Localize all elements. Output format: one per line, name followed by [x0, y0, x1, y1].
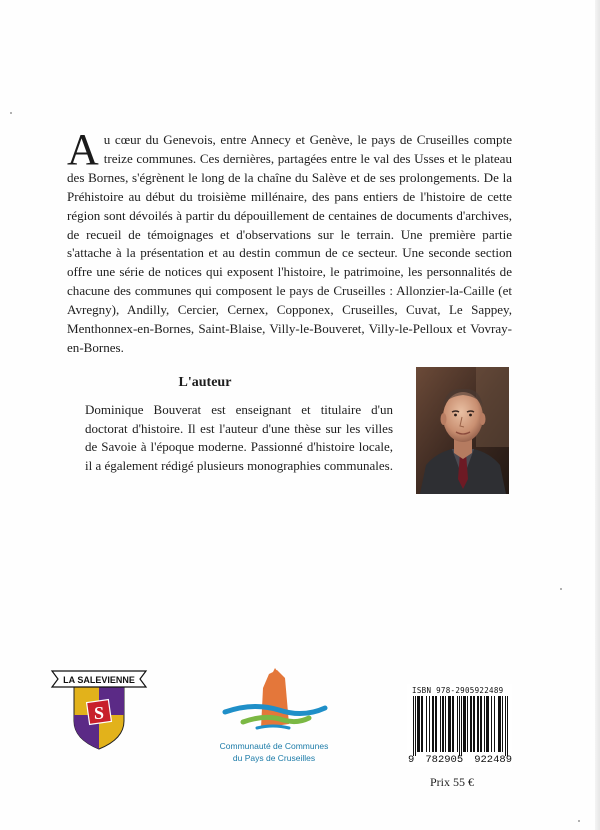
cc-logo-caption — [200, 740, 348, 764]
barcode-bar — [453, 696, 454, 752]
barcode-bar — [464, 696, 465, 752]
barcode-bar — [426, 696, 427, 752]
barcode-bar — [459, 696, 460, 756]
barcode-bar — [500, 696, 501, 752]
barcode-bar — [449, 696, 450, 752]
barcode-bar — [450, 696, 451, 752]
cc-caption-line1: Communauté de Communes — [219, 741, 329, 751]
la-salevienne-logo — [48, 667, 150, 753]
barcode-bar — [465, 696, 466, 752]
barcode-bar — [499, 696, 500, 752]
barcode-bar — [440, 696, 441, 752]
ean-digits — [408, 754, 512, 766]
author-photo — [416, 367, 509, 494]
barcode-bar — [491, 696, 492, 752]
barcode-bar — [488, 696, 489, 752]
barcode-bar — [448, 696, 449, 752]
barcode-bar — [457, 696, 458, 752]
barcode-bar — [494, 696, 495, 752]
barcode-bar — [498, 696, 499, 752]
ean-right-group: 922489 — [474, 754, 512, 766]
barcode-bar — [421, 696, 422, 752]
barcode-bar — [452, 696, 453, 752]
barcode-bar — [470, 696, 471, 752]
author-bio: Dominique Bouverat est enseignant et titulaire d'un doctorat d'histoire. Il est l'auteur d'une thèse sur les villes de Savoie à l'époque moderne. Passionné d'histoire locale, il a également rédigé plusieurs monographies communales. — [85, 402, 393, 473]
barcode-bar — [477, 696, 478, 752]
barcode-bar — [474, 696, 475, 752]
barcode-bar — [443, 696, 444, 752]
barcode-bar — [463, 696, 464, 752]
barcode-bar — [473, 696, 474, 752]
barcode-bar — [507, 696, 508, 756]
barcode-bar — [471, 696, 472, 752]
barcode-bar — [481, 696, 482, 752]
page-edge — [595, 0, 600, 830]
barcode-bar — [419, 696, 420, 752]
author-portrait-icon — [416, 367, 509, 494]
barcode-bar — [432, 696, 433, 752]
barcode-bar — [435, 696, 436, 752]
drop-cap: A — [67, 125, 99, 174]
shield-letter: S — [93, 703, 105, 723]
barcode-bar — [445, 696, 446, 752]
salevienne-banner-text: LA SALEVIENNE — [63, 675, 135, 685]
ean-first-digit: 9 — [408, 754, 415, 766]
barcode-bar — [461, 696, 462, 756]
barcode-bar — [484, 696, 485, 752]
barcode-bar — [502, 696, 503, 752]
ean-left-group: 782905 — [425, 754, 464, 766]
barcode-bar — [433, 696, 434, 752]
barcode-bar — [505, 696, 506, 756]
author-heading: L'auteur — [178, 375, 232, 390]
barcode-bar — [480, 696, 481, 752]
barcode-bar — [413, 696, 414, 756]
barcode-bar — [417, 696, 418, 752]
price-label: Prix 55 € — [430, 775, 475, 789]
barcode-bar — [436, 696, 437, 752]
salevienne-shield-icon — [48, 667, 150, 753]
barcode-bar — [415, 696, 416, 756]
barcode-bar — [478, 696, 479, 752]
barcode-bar — [429, 696, 430, 752]
barcode-bar — [487, 696, 488, 752]
barcode-bar — [422, 696, 423, 752]
intro-paragraph — [67, 125, 512, 358]
cc-caption-line2: du Pays de Cruseilles — [232, 753, 316, 763]
isbn-label: ISBN 978-2905922489 — [412, 686, 504, 695]
intro-text: u cœur du Genevois, entre Annecy et Genève, le pays de Cruseilles compte treize communes. Ces dernières, partagées entre le val des Usses et le plateau des Bornes, s'égrènent le long de la chaîne du Salève et de ses prolongements. De la Préhistoire au début du troisième millénaire, des pans entiers de l'histoire de cette région sont dévoilés à partir du dépouillement de centaines de documents d'archives, de recueil de témoignages et d'observations sur le terrain. Une première partie s'attache à la présentation et au destin commun de ce secteur. Une seconde section offre une série de notices qui exposent l'histoire, le patrimoine, les personnalités de chacune des communes qui composent le pays de Cruseilles : Allonzier-la-Caille (et Avregny), Andilly, Cercier, Cernex, Copponex, Cruseilles, Cuvat, Le Sappey, Menthonnex-en-Bornes, Saint-Blaise, Villy-le-Bouveret, Villy-le-Pelloux et Vovray-en-Bornes. — [67, 132, 512, 355]
barcode-bar — [418, 696, 419, 752]
barcode-bar — [467, 696, 468, 752]
barcode-bar — [442, 696, 443, 752]
barcode-bar — [486, 696, 487, 752]
